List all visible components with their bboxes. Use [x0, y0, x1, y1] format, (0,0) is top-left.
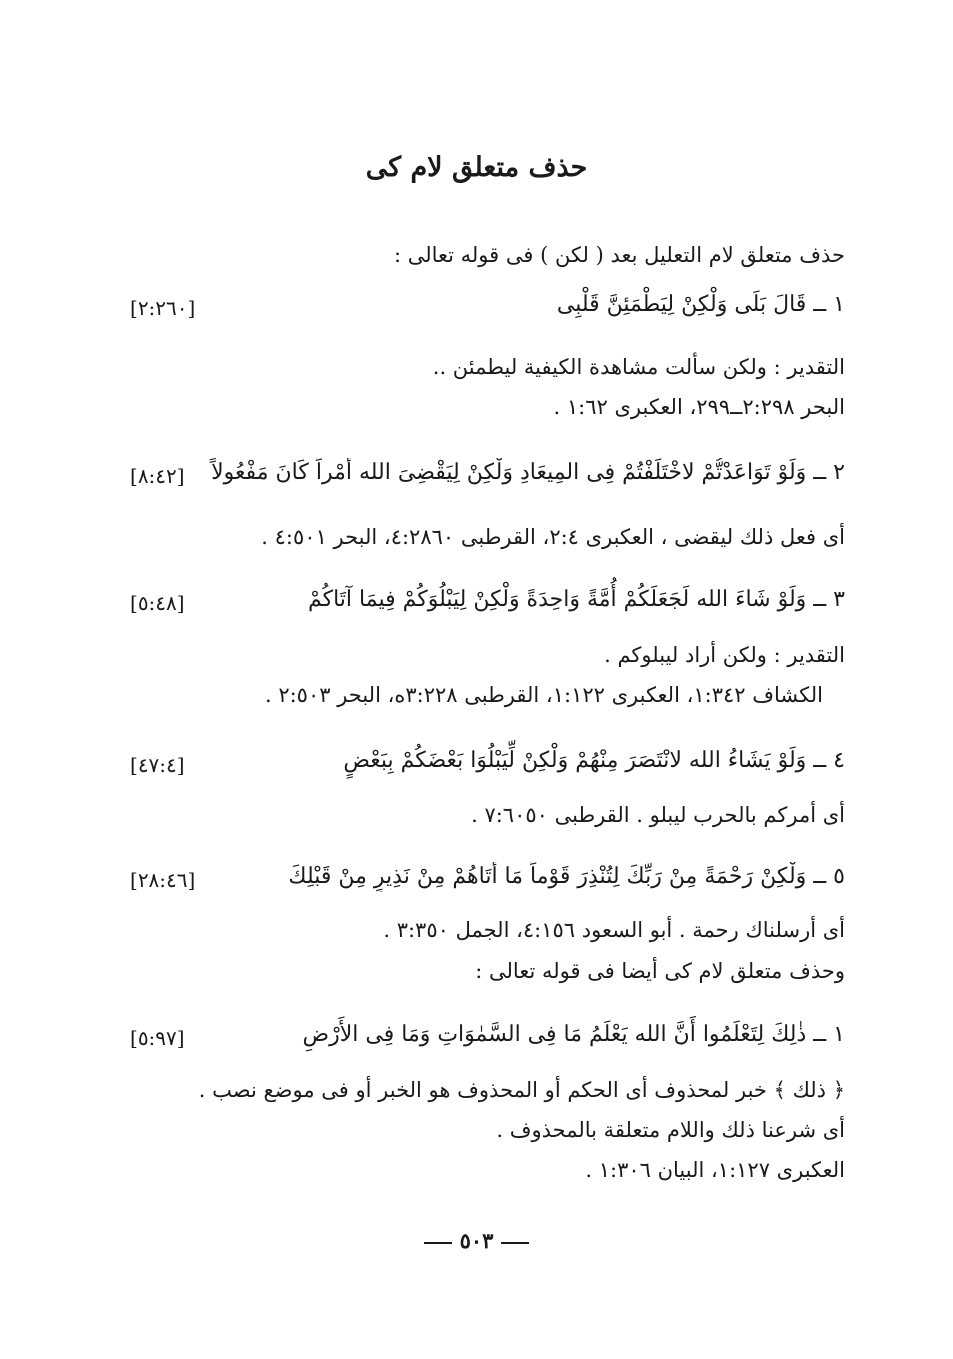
verse-3-reference: [٥:٤٨]	[130, 591, 185, 615]
page-number-footer	[0, 1228, 953, 1253]
verse-1-sources: البحر ٢:٢٩٨ــ٢٩٩، العكبرى ١:٦٢ .	[553, 395, 845, 419]
second-intro-text: وحذف متعلق لام كى أيضا فى قوله تعالى :	[475, 959, 845, 983]
verse-5-note: أى أرسلناك رحمة . أبو السعود ٤:١٥٦، الجمل ٣:٣٥٠ .	[383, 918, 845, 942]
verse-b1-reference: [٥:٩٧]	[130, 1026, 185, 1050]
verse-2-note: أى فعل ذلك ليقضى ، العكبرى ٢:٤، القرطبى ٤:٢٨٦٠، البحر ٤:٥٠١ .	[261, 525, 845, 549]
page-number: ٥٠٣	[459, 1228, 494, 1253]
verse-4-reference: [٤٧:٤]	[130, 753, 185, 777]
dash-right	[501, 1242, 529, 1244]
verse-2-reference: [٨:٤٢]	[130, 464, 185, 488]
page-title: حذف متعلق لام كى	[365, 152, 588, 183]
dash-left	[424, 1242, 452, 1244]
verse-1-taqdir: التقدير : ولكن سألت مشاهدة الكيفية ليطمئن ..	[432, 355, 845, 379]
intro-text: حذف متعلق لام التعليل بعد ( لكن ) فى قوله تعالى :	[393, 243, 845, 267]
verse-1: ١ ــ قَالَ بَلَى وَلْكِنْ لِيَطْمَئِنَّ قَلْبِى	[556, 292, 845, 317]
verse-3-sources: الكشاف ١:٣٤٢، العكبرى ١:١٢٢، القرطبى ٣:٢٢٨ه، البحر ٢:٥٠٣ .	[264, 683, 823, 707]
verse-b1-sources: العكبرى ١:١٢٧، البيان ١:٣٠٦ .	[585, 1158, 845, 1182]
verse-4-note: أى أمركم بالحرب ليبلو . القرطبى ٧:٦٠٥٠ .	[471, 803, 845, 827]
verse-1-reference: [٢:٢٦٠]	[130, 296, 196, 320]
verse-5: ٥ ــ وَلْكِنْ رَحْمَةً مِنْ رَبِّكَ لِتُنْذِرَ قَوْماً مَا أَتَاهُمْ مِنْ نَذِيرٍ مِنْ قَبْلِكَ	[288, 864, 845, 889]
verse-3: ٣ ــ وَلَوْ شَاءَ الله لَجَعَلَكُمْ أُمَّةً وَاحِدَةً وَلْكِنْ لِيَبْلُوَكُمْ فِيمَا آتَاكُمْ	[307, 587, 845, 612]
verse-3-taqdir: التقدير : ولكن أراد ليبلوكم .	[604, 643, 845, 667]
verse-2: ٢ ــ وَلَوْ تَوَاعَدْتُّمْ لاخْتَلَفْتُمْ فِى المِيعَادِ وَلْكِنْ لِيَقْضِىَ الله أَمْراً كَانَ مَفْعُولاً	[211, 460, 845, 485]
verse-b1-note-2: أى شرعنا ذلك واللام متعلقة بالمحذوف .	[496, 1118, 845, 1142]
verse-b1: ١ ــ ذٰلِكَ لِتَعْلَمُوا أَنَّ الله يَعْلَمُ مَا فِى السَّمٰوَاتِ وَمَا فِى الأَرْضِ	[302, 1022, 845, 1047]
verse-b1-note-1: ﴿ ذلك ﴾ خبر لمحذوف أى الحكم أو المحذوف هو الخبر أو فى موضع نصب .	[198, 1078, 845, 1102]
verse-5-reference: [٢٨:٤٦]	[130, 868, 196, 892]
verse-4: ٤ ــ وَلَوْ يَشَاءُ الله لانْتَصَرَ مِنْهُمْ وَلْكِنْ لِّيَبْلُوَا بَعْضَكُمْ بِبَعْضٍ	[343, 748, 845, 773]
